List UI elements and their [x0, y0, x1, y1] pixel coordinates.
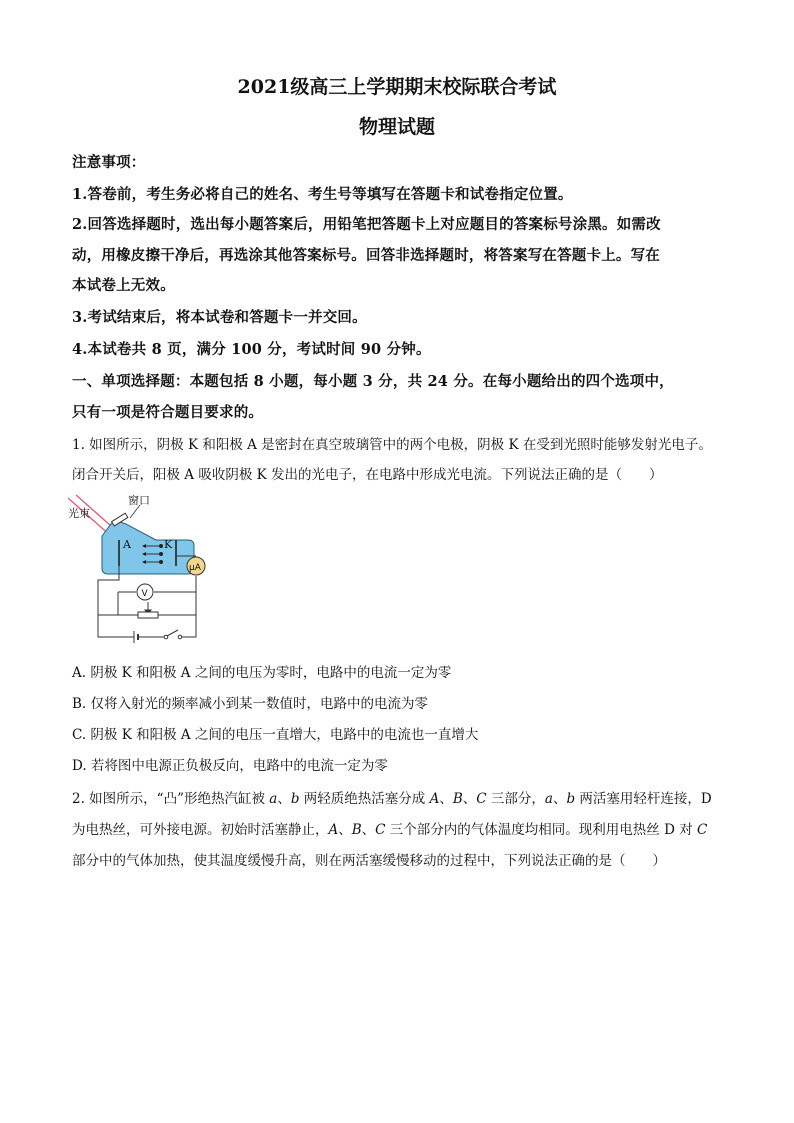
- q2-stem-line-2: [72, 818, 707, 838]
- switch: [164, 630, 182, 639]
- note-2-line-2: 动，用橡皮擦干净后，再选涂其他答案标号。回答非选择题时，将答案写在答题卡上。写在: [72, 247, 660, 264]
- q2-stem-line-1: [72, 787, 712, 807]
- vacuum-tube: [102, 520, 194, 574]
- note-2-line-3: 本试卷上无效。: [72, 277, 175, 294]
- q1-option-d: D. 若将图中电源正负极反向，电路中的电流一定为零: [72, 758, 388, 774]
- notes-heading: 注意事项：: [72, 154, 146, 171]
- q2-var-a: a: [269, 791, 278, 807]
- q1-option-a: A. 阴极 K 和阳极 A 之间的电压为零时，电路中的电流一定为零: [72, 665, 452, 681]
- q2-text: 、: [338, 822, 352, 838]
- q2-text: 三部分，: [486, 791, 545, 807]
- voltmeter-label: V: [141, 589, 148, 599]
- q2-text: 三个部分内的气体温度均相同。现利用电热丝 D 对: [385, 822, 698, 838]
- exam-title: 2021级高三上学期期末校际联合考试: [237, 76, 557, 98]
- photoelectric-circuit-figure: [68, 492, 218, 647]
- q2-var-A: A: [328, 822, 339, 838]
- q2-var-C: C: [476, 791, 487, 807]
- q2-var-a: a: [544, 791, 553, 807]
- ammeter-label: μA: [189, 563, 201, 573]
- rheostat: [138, 612, 158, 618]
- q2-text: 、: [361, 822, 376, 838]
- battery: [134, 631, 164, 643]
- note-2-line-1: 2.回答选择题时，选出每小题答案后，用铅笔把答题卡上对应题目的答案标号涂黑。如需改: [72, 216, 661, 233]
- q2-text: 、: [552, 791, 567, 807]
- subject-title: 物理试题: [358, 116, 435, 138]
- q2-var-b: b: [290, 791, 300, 807]
- q2-text: 、: [439, 791, 453, 807]
- q2-stem-line-3: 部分中的气体加热，使其温度缓慢升高，则在两活塞缓慢移动的过程中，下列说法正确的是（ ）: [72, 853, 666, 869]
- note-3: 3.考试结束后，将本试卷和答题卡一并交回。: [72, 309, 367, 326]
- q2-text: 、: [277, 791, 291, 807]
- q2-var-B: B: [452, 791, 463, 807]
- anode-label: A: [123, 538, 131, 551]
- q1-stem-line-1: 1. 如图所示，阴极 K 和阳极 A 是密封在真空玻璃管中的两个电极，阴极 K 在受到光照时能够发射光电子。: [72, 437, 712, 453]
- q1-option-b: B. 仅将入射光的频率减小到某一数值时，电路中的电流为零: [72, 696, 429, 712]
- note-1: 1.答卷前，考生务必将自己的姓名、考生号等填写在答题卡和试卷指定位置。: [72, 186, 573, 203]
- q2-text: 两轻质绝热活塞分成: [299, 791, 430, 807]
- q1-option-c: C. 阴极 K 和阳极 A 之间的电压一直增大，电路中的电流也一直增大: [72, 727, 479, 743]
- light-beam-label: 光束: [68, 507, 90, 520]
- q2-text: 两活塞用轻杆连接，D: [575, 791, 712, 807]
- q2-text: 2. 如图所示，“凸”形绝热汽缸被: [72, 791, 270, 807]
- q2-var-b: b: [566, 791, 576, 807]
- q2-text: 为电热丝，可外接电源。初始时活塞静止，: [72, 822, 329, 838]
- note-4: 4.本试卷共 8 页，满分 100 分，考试时间 90 分钟。: [72, 341, 431, 358]
- cathode-label: K: [164, 538, 173, 551]
- q2-var-C: C: [375, 822, 386, 838]
- q2-var-A: A: [429, 791, 440, 807]
- q2-text: 、: [462, 791, 477, 807]
- q1-stem-line-2: 闭合开关后，阳极 A 吸收阴极 K 发出的光电子，在电路中形成光电流。下列说法正确的是（ ）: [72, 467, 663, 483]
- section-1-heading: 一、单项选择题：本题包括 8 小题，每小题 3 分，共 24 分。在每小题给出的四个选项中，: [72, 373, 674, 390]
- q2-var-B: B: [351, 822, 362, 838]
- section-1-heading-cont: 只有一项是符合题目要求的。: [72, 404, 264, 421]
- q2-var-C: C: [697, 822, 708, 838]
- window-label: 窗口: [128, 494, 150, 507]
